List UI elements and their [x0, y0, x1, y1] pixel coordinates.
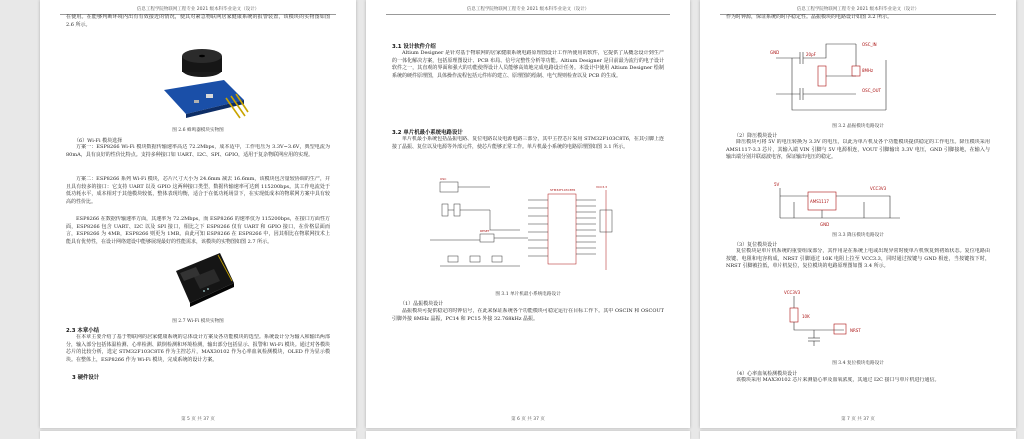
section-heading: 2.3 本章小结 — [66, 328, 99, 334]
chapter-heading: 3 硬件设计 — [72, 375, 100, 381]
svg-text:AMS1117: AMS1117 — [810, 199, 829, 204]
paragraph-wifi-option2: 方案二：ESP8266 系列 Wi-Fi 模块，芯片尺寸大小为 24.6mm 减去 16.6mm，该模块包含量较协调的生产，并且具有较多的接口：它支持 UART 以及 GPIO 这两种接口类型，数据传输速率可达到 115200bps。其工作电流处于低功耗水平，成本相对于其他模块较低，整体表现均衡，适合于在低功耗场景下，在实现低成本的物联网方案中具有较高的性价比。 — [66, 176, 330, 205]
figure-oscillator-schematic — [766, 32, 916, 118]
figure-caption: 图 3.3 降压模块电路设计 — [832, 233, 884, 238]
next-page-edge — [700, 431, 1016, 439]
figure-caption: 图 3.2 晶振模块电路设计 — [832, 124, 884, 129]
paragraph-reset: 复位模块是单片机系统的重要组成部分，其作用是在系统上电或出现异常时使单片机恢复到初始状态。复位电路由按键、电阻和电容构成，NRST 引脚通过 10K 电阻上拉至 VCC3.3，同时通过按键与 GND 相连，当按键按下时，NRST 引脚被拉低，单片机复位，复位模块的电路原理图如图 3.4 所示。 — [726, 248, 990, 270]
svg-text:8MHz: 8MHz — [862, 68, 874, 73]
paragraph-software: Altium Designer 是针对基于物联网的居家健康系统电路原理图设计工作所使用的软件，它提供了从概念设计到生产的一体化解决方案，包括原理图设计、PCB 布局、信号完整性分析等功能。Altium Designer 是目前最为流行的电子设计软件之一，其直观的界面和强大的功能使得设计人员能够高效地完成电路设计任务。本设计中使用 Altium Designer 绘制系统的硬件原理图，具体操作流程包括元件库的建立、原理图的绘制、电气规则检查以及 PCB 的生成。 — [392, 50, 664, 79]
svg-text:NRST: NRST — [850, 328, 861, 333]
figure-reset-schematic — [774, 288, 894, 350]
svg-text:5V: 5V — [774, 182, 780, 187]
paragraph-wifi-compare: ESP8266 在数据传输速率方面，其速率为 72.2Mbps，而 ESP8266 的速率仅为 115200bps，在接口方面性方面，ESP8266 包含 UART、I2C 以及 SPI 接口，相比之下 ESP8266 仅有 UART 和 GPIO 接口，在价格层面而言，ESP8266 为 4MB，ESP8266 则更为 1MB。由此可知 ESP8266 在 ESP8266 中，因其相比在物联网技术上能具有优势性，在设计网络建设中能够展现最好的性能需求，该模块的实物图如图 2.7 所示。 — [66, 216, 330, 245]
figure-caption: 图 2.7 Wi-Fi 模块实物图 — [172, 319, 224, 324]
svg-text:VCC3V3: VCC3V3 — [870, 186, 887, 191]
subheading-reset: （3）复位模块设计 — [734, 242, 778, 248]
paragraph-summary: 在本章主要介绍了基于物联网的居家健康系统的总体设计方案及各功能模块的选型。系统设计分为输入和输出两部分，输入部分包括体温检测、心率检测、跌倒检测和环境检测，输出部分包括显示、报警和 Wi-Fi 模块。通过对各模块芯片的比较分析，选定 STM32F103C8T6 作为主控芯片，MAX30102 作为心率血氧检测模块，OLED 作为显示模块。在整体上，ESP8266 作为 Wi-Fi 模块，完成系统的设计方案。 — [66, 334, 330, 363]
section-heading: 3.2 单片机最小系统电路设计 — [392, 130, 463, 136]
svg-text:10K: 10K — [802, 314, 810, 319]
paragraph-intro: 作为时钟源，保证系统的时序稳定性。晶振模块的电路设计如图 3.2 所示。 — [726, 14, 893, 20]
document-page-2 — [366, 0, 690, 428]
svg-text:RESET: RESET — [480, 229, 490, 233]
figure-caption: 图 3.1 单片机最小系统电路设计 — [495, 292, 561, 297]
figure-regulator-schematic — [760, 178, 930, 230]
paragraph-regulator: 降压模块可将 5V 的电压转换为 3.3V 的电压，以此为单片机及各个功能模块提供稳定的工作电压。降压模块采用 AMS1117-3.3 芯片，其输入端 VIN 引脚与 5V 电源相连，VOUT 引脚输出 3.3V 电压，GND 引脚接地，在输入与输出端分别并联滤波电容，保证输出电压的稳定。 — [726, 139, 990, 161]
section-heading: 3.1 设计软件介绍 — [392, 44, 436, 50]
paragraph-wifi-option1: 方案一：ESP8266 Wi-Fi 模块数据传输速率高达 72.2Mbps，成本适中，工作电压为 3.3V~3.6V，典型电流为 80mA，具有良好的性价比特点。支持多种接口如 UART、I2C、SPI、GPIO，适用于复杂物联网应用的实现。 — [66, 144, 330, 158]
figure-wifi-module — [166, 247, 240, 313]
svg-text:STM32F103C8T6: STM32F103C8T6 — [550, 188, 576, 192]
paragraph-min-system: 单片机最小系统包括晶振电路、复位电路以及电源电路三部分，其中主控芯片采用 STM32F103C8T6，在其引脚上连接了晶振、复位以及电源等外部元件，使芯片能够正常工作。单片机最小系统的电路原理图如图 3.1 所示。 — [392, 136, 664, 150]
paragraph-osc: 晶振模块可提供稳定的时钟信号，在此来保证系统各个功能模块可稳定运行在目标工作下。其中 OSCIN 和 OSCOUT 引脚外接 8MHz 晶振，PC14 和 PC15 外接 32.768kHz 晶振。 — [392, 308, 664, 322]
subheading-wifi: （6）Wi-Fi 模块选择 — [74, 138, 123, 144]
subheading-osc: （1）晶振模块设计 — [400, 301, 444, 307]
subheading-regulator: （2）降压模块设计 — [734, 133, 778, 139]
document-page-3 — [700, 0, 1016, 428]
document-page-1 — [40, 0, 356, 428]
page-footer: 第 7 页 共 37 页 — [841, 417, 875, 422]
paragraph-heartrate: 该模块采用 MAX30102 芯片来测量心率及血氧浓度，其通过 I2C 接口与单片机进行通信。 — [736, 377, 940, 383]
figure-mcu-schematic — [420, 170, 636, 288]
subheading-heartrate: （4）心率血氧检测模块设计 — [734, 371, 798, 377]
page-header: 信息工程学院物联网工程专业 2021 级本科毕业论文（设计） — [386, 6, 670, 15]
svg-text:VCC3.3: VCC3.3 — [596, 185, 608, 189]
page-footer: 第 6 页 共 37 页 — [511, 417, 545, 422]
page-header: 信息工程学院物联网工程专业 2021 级本科毕业论文（设计） — [720, 6, 996, 15]
svg-text:GND: GND — [820, 222, 830, 227]
figure-caption: 图 2.6 蜂鸣器模块实物图 — [172, 128, 224, 133]
svg-text:GND: GND — [770, 50, 780, 55]
svg-text:VCC3V3: VCC3V3 — [784, 290, 801, 295]
paragraph-intro: 在使用。在能够判断环境内出有有效接近的情况，使其对紧急物联网居家健康系统的报警装置，该模块的实物图如图 2.6 所示。 — [66, 14, 330, 28]
page-header: 信息工程学院物联网工程专业 2021 级本科毕业论文（设计） — [60, 6, 336, 15]
svg-text:20pF: 20pF — [806, 52, 816, 57]
figure-buzzer-module — [158, 40, 250, 126]
page-footer: 第 5 页 共 37 页 — [181, 417, 215, 422]
next-page-edge — [366, 431, 690, 439]
svg-text:OSC_IN: OSC_IN — [862, 42, 877, 47]
next-page-edge — [40, 431, 356, 439]
svg-text:OSC: OSC — [440, 177, 447, 181]
figure-caption: 图 3.4 复位模块电路设计 — [832, 361, 884, 366]
svg-text:OSC_OUT: OSC_OUT — [862, 88, 881, 93]
